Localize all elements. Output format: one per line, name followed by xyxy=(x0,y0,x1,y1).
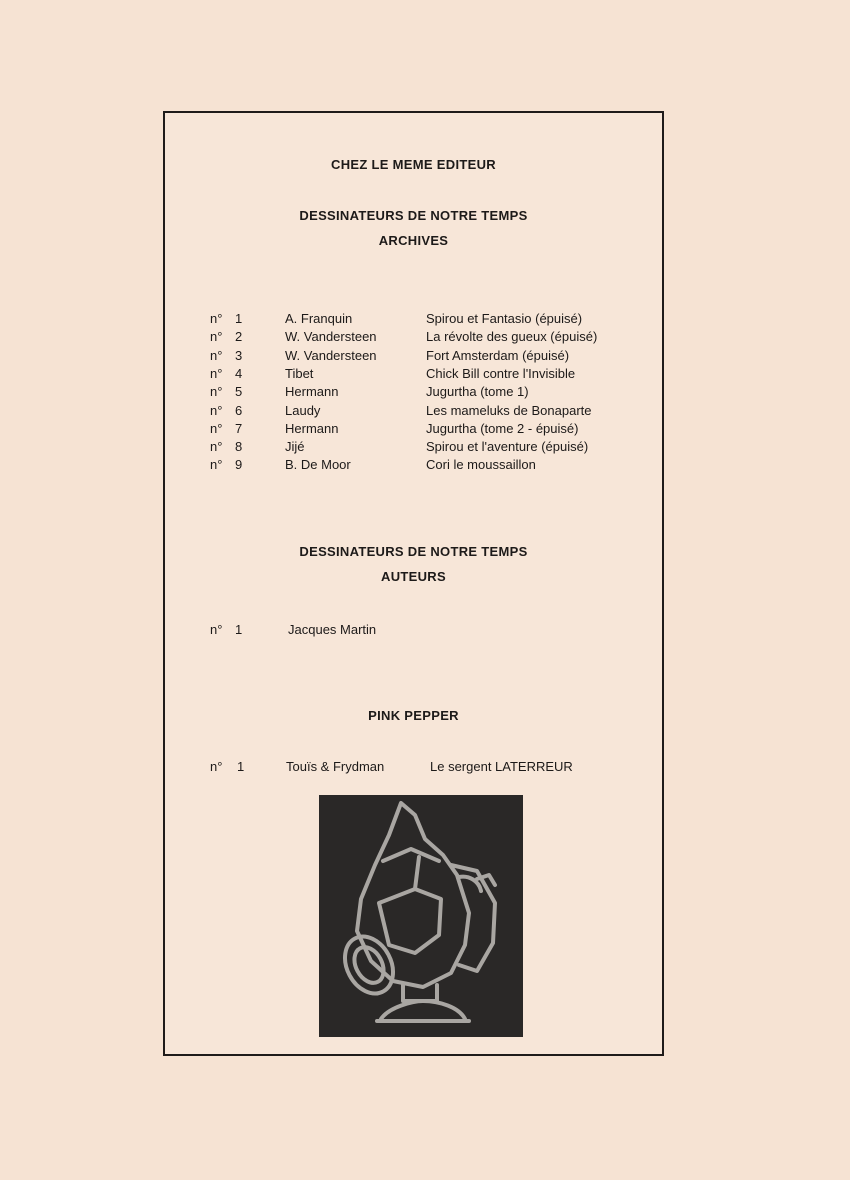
archives-title-line1: DESSINATEURS DE NOTRE TEMPS xyxy=(299,208,528,223)
list-item xyxy=(165,403,662,421)
entry-title: Les mameluks de Bonaparte xyxy=(426,402,592,418)
number-prefix: n° xyxy=(210,420,223,436)
entry-author: Hermann xyxy=(285,384,339,400)
entry-title: La révolte des gueux (épuisé) xyxy=(426,329,598,345)
entry-number: 2 xyxy=(235,329,243,345)
number-prefix: n° xyxy=(210,622,223,637)
list-item xyxy=(165,457,662,475)
entry-author: Jacques Martin xyxy=(288,622,377,637)
entry-title: Jugurtha (tome 2 - épuisé) xyxy=(426,420,579,436)
entry-number: 3 xyxy=(235,347,243,363)
number-prefix: n° xyxy=(210,384,223,400)
list-item xyxy=(165,329,662,347)
entry-number: 1 xyxy=(235,311,243,326)
pink-pepper-title: PINK PEPPER xyxy=(368,708,459,723)
entry-author: Hermann xyxy=(285,420,339,436)
list-item xyxy=(165,366,662,384)
entry-number: 1 xyxy=(235,622,243,637)
entry-title: Fort Amsterdam (épuisé) xyxy=(426,347,570,363)
number-prefix: n° xyxy=(210,439,223,455)
entry-author: B. De Moor xyxy=(285,457,351,473)
entry-title: Jugurtha (tome 1) xyxy=(426,384,529,400)
archives-title-line2: ARCHIVES xyxy=(378,233,449,248)
entry-number: 1 xyxy=(237,759,245,774)
knight-illustration xyxy=(319,795,523,1037)
number-prefix: n° xyxy=(210,457,223,473)
entry-title: Spirou et l'aventure (épuisé) xyxy=(426,439,589,455)
list-item xyxy=(165,759,662,777)
list-item xyxy=(165,311,662,329)
entry-number: 8 xyxy=(235,439,243,455)
entry-author: Touïs & Frydman xyxy=(286,759,385,774)
list-item xyxy=(165,421,662,439)
entry-number: 9 xyxy=(235,457,243,473)
entry-author: A. Franquin xyxy=(285,311,353,326)
entry-author: W. Vandersteen xyxy=(285,347,377,363)
list-item xyxy=(165,384,662,402)
number-prefix: n° xyxy=(210,329,223,345)
catalogue-frame xyxy=(163,111,664,1056)
entry-number: 6 xyxy=(235,402,243,418)
number-prefix: n° xyxy=(210,311,223,326)
entry-author: Laudy xyxy=(285,402,321,418)
entry-title: Cori le moussaillon xyxy=(426,457,536,473)
number-prefix: n° xyxy=(210,759,223,774)
number-prefix: n° xyxy=(210,347,223,363)
entry-title: Chick Bill contre l'Invisible xyxy=(426,365,576,381)
entry-title: Spirou et Fantasio (épuisé) xyxy=(426,311,583,326)
entry-author: Jijé xyxy=(285,439,305,455)
number-prefix: n° xyxy=(210,402,223,418)
entry-number: 7 xyxy=(235,420,243,436)
list-item xyxy=(165,439,662,457)
entry-title: Le sergent LATERREUR xyxy=(430,759,573,774)
entry-number: 5 xyxy=(235,384,243,400)
auteurs-title-line2: AUTEURS xyxy=(381,569,446,584)
knight-helmet-icon xyxy=(319,795,523,1037)
publisher-heading: CHEZ LE MEME EDITEUR xyxy=(331,157,496,172)
entry-author: Tibet xyxy=(285,365,314,381)
list-item xyxy=(165,348,662,366)
auteurs-title-line1: DESSINATEURS DE NOTRE TEMPS xyxy=(299,544,528,559)
list-item xyxy=(165,622,662,640)
entry-number: 4 xyxy=(235,365,243,381)
entry-author: W. Vandersteen xyxy=(285,329,377,345)
number-prefix: n° xyxy=(210,365,223,381)
